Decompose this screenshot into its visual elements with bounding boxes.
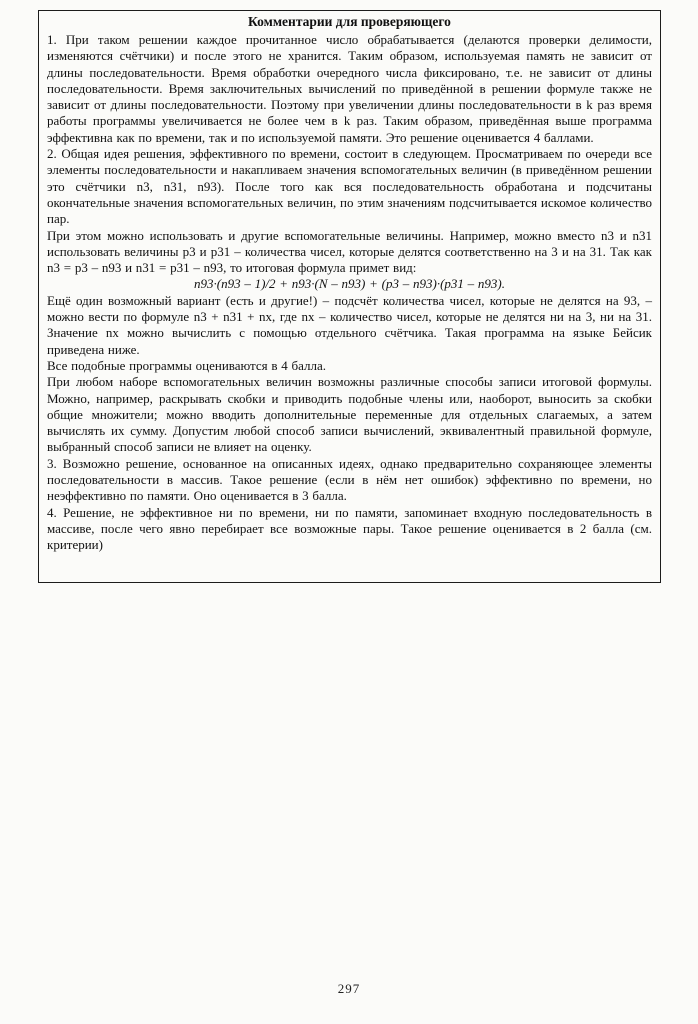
paragraph-solution-3: 3. Возможно решение, основанное на описанных идеях, однако предварительно сохраняющее элементы последовательности в массив. Такое решение (если в нём нет ошибок) эффективно по времени, но неэффективно по памяти. Оно оценивается в 3 балла. [47,455,652,504]
paragraph-grading-4: Все подобные программы оцениваются в 4 балла. [47,357,327,373]
paragraph-solution-4: 4. Решение, не эффективное ни по времени, ни по памяти, запоминает входную последовательность в массиве, после чего явно перебирает все возможные пары. Такое решение оценивается в 2 балла (см. критерии) [47,504,652,553]
paragraph-variant: Ещё один возможный вариант (есть и другие!) – подсчёт количества чисел, которые не делятся на 93, – можно вести по формуле n3 + n31 + nx, где nx – количество чисел, которые не делятся ни на 3, ни на 31. Значение nx можно вычислить с помощью отдельного счётчика. Такая программа на языке Бейсик приведена ниже. [47,292,652,357]
page-number: 297 [337,981,361,996]
comments-box [38,10,661,583]
formula-line: n93·(n93 – 1)/2 + n93·(N – n93) + (p3 – n93)·(p31 – n93). [194,276,505,292]
document-title: Комментарии для проверяющего [248,14,451,29]
paragraph-solution-2: 2. Общая идея решения, эффективного по времени, состоит в следующем. Просматриваем по очереди все элементы последовательности и накапливаем значения вспомогательных величин (в приведённом решении это счётчики n3, n31, n93). После того как вся последовательность обработана и подсчитаны окончательные значения вспомогательных величин, по этим значениям подсчитывается искомое количество пар. [47,146,653,227]
paragraph-solution-1: 1. При таком решении каждое прочитанное число обрабатывается (делаются проверки делимости, изменяются счётчики) и после этого не хранится. Таким образом, используемая память не зависит от длины последовательности. Время обработки очередного числа фиксировано, т.е. не зависит от длины последовательности. Время заключительных вычислений по приведённой в решении формуле также не зависит от длины последовательности. Поэтому при увеличении длины последовательности в k раз время работы программы увеличивается не более чем в k раз. Таким образом, приведённая выше программа эффективна как по времени, так и по используемой памяти. Это решение оценивается 4 баллами. [47,32,652,145]
paragraph-formula-forms: При любом наборе вспомогательных величин возможны различные способы записи итоговой формулы. Можно, например, раскрывать скобки и приводить подобные члены или, наоборот, выносить за скобки общие множители; можно вводить дополнительные переменные для отдельных слагаемых, а затем вычислять их сумму. Допустим любой способ записи вычислений, эквивалентный правильной формуле, выбранный способ записи не влияет на оценку. [47,374,652,455]
paragraph-aux-values: При этом можно использовать и другие вспомогательные величины. Например, можно вместо n3 и n31 использовать величины p3 и p31 – количества чисел, которые делятся соответственно на 3 и на 31. Так как n3 = p3 – n93 и n31 = p31 – n93, то итоговая формула примет вид: [47,227,652,276]
